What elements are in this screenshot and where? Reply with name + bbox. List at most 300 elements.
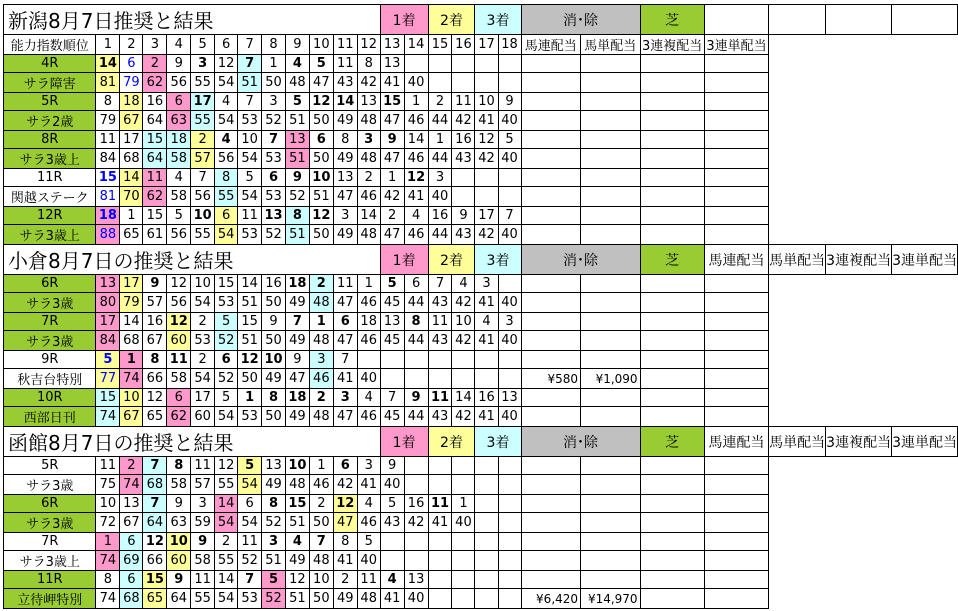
section-title: 小倉8月7日の推奨と結果: [4, 245, 381, 275]
horse-number-cell: 9: [143, 275, 167, 293]
race-number: 9R: [4, 351, 96, 369]
payout-value: ¥6,420: [521, 589, 581, 609]
payout-cell-blank: [521, 495, 581, 513]
legend-turf: 芝: [640, 5, 704, 35]
horse-number-cell: 16: [428, 207, 452, 225]
ability-index-cell: 40: [498, 293, 521, 313]
ability-index-cell: 40: [498, 407, 521, 427]
ability-index-cell: 50: [238, 369, 262, 389]
horse-number-cell: 3: [428, 169, 452, 187]
horse-number-cell: 10: [167, 533, 191, 551]
horse-number-cell: 17: [96, 313, 120, 331]
ability-index-cell: 59: [191, 513, 215, 533]
horse-number-cell: 1: [380, 169, 404, 187]
payout-cell-blank: [704, 207, 768, 225]
horse-number-cell: 9: [404, 389, 428, 407]
ability-index-cell: 44: [428, 149, 452, 169]
horse-number-cell: 5: [380, 495, 404, 513]
payout-cell-blank: [640, 495, 704, 513]
ability-index-cell: 50: [262, 331, 286, 351]
horse-number-cell: 12: [143, 389, 167, 407]
ability-index-cell: 64: [143, 149, 167, 169]
horse-number-cell: 16: [475, 389, 498, 407]
payout-value: [704, 331, 768, 351]
ability-index-cell: 53: [262, 149, 286, 169]
ability-index-cell: 51: [285, 111, 309, 131]
horse-number-cell: 10: [191, 207, 215, 225]
race-number: 8R: [4, 131, 96, 149]
horse-number-cell: 13: [262, 207, 286, 225]
horse-number-cell: 15: [285, 495, 309, 513]
ability-index-cell: 56: [215, 149, 238, 169]
horse-number-cell: 12: [167, 313, 191, 331]
race-row-upper: [4, 131, 958, 149]
horse-number-cell: 4: [167, 169, 191, 187]
race-row-lower: [4, 225, 958, 245]
ability-index-cell: 42: [452, 111, 475, 131]
ability-index-cell: 50: [309, 225, 333, 245]
horse-number-cell: 4: [404, 207, 428, 225]
horse-number-cell: 7: [262, 131, 286, 149]
horse-number-cell: [498, 571, 521, 589]
rank-column-label: 能力指数順位: [4, 35, 96, 55]
ability-index-cell: [452, 369, 475, 389]
horse-number-cell: 18: [96, 207, 120, 225]
horse-number-cell: [498, 457, 521, 475]
payout-cell-blank: [640, 55, 704, 73]
horse-number-cell: 15: [143, 131, 167, 149]
results-spreadsheet: [3, 4, 958, 609]
rank-number: 14: [404, 35, 428, 55]
ability-index-cell: 46: [309, 475, 333, 495]
horse-number-cell: 1: [120, 351, 143, 369]
ability-index-cell: 46: [404, 149, 428, 169]
payout-value: [521, 513, 581, 533]
ability-index-cell: 70: [120, 187, 143, 207]
horse-number-cell: 3: [357, 131, 380, 149]
race-row-upper: [4, 275, 958, 293]
ability-index-cell: 55: [215, 187, 238, 207]
payout-value: [704, 369, 768, 389]
ability-index-cell: 52: [262, 111, 286, 131]
payout-value: [640, 475, 704, 495]
ability-index-cell: 68: [143, 475, 167, 495]
payout-cell-blank: [704, 131, 768, 149]
race-number: 6R: [4, 495, 96, 513]
ability-index-cell: 65: [143, 407, 167, 427]
ability-index-cell: [475, 475, 498, 495]
ability-index-cell: 68: [120, 331, 143, 351]
ability-index-cell: 56: [167, 293, 191, 313]
rank-number: 15: [428, 35, 452, 55]
ability-index-cell: 54: [238, 513, 262, 533]
payout-cell-blank: [581, 533, 641, 551]
horse-number-cell: 4: [452, 275, 475, 293]
horse-number-cell: 3: [333, 389, 357, 407]
horse-number-cell: 17: [120, 275, 143, 293]
horse-number-cell: 6: [120, 55, 143, 73]
horse-number-cell: 16: [404, 495, 428, 513]
horse-number-cell: 2: [333, 571, 357, 589]
horse-number-cell: 14: [452, 389, 475, 407]
ability-index-cell: 48: [309, 551, 333, 571]
payout-header: 馬単配当: [581, 35, 641, 55]
legend-cancel: 消･除: [521, 5, 640, 35]
rank-number: 16: [452, 35, 475, 55]
horse-number-cell: 16: [143, 93, 167, 111]
payout-value: [640, 187, 704, 207]
ability-index-cell: 53: [238, 407, 262, 427]
horse-number-cell: [404, 55, 428, 73]
payout-header: 3連複配当: [826, 427, 892, 457]
horse-number-cell: 6: [215, 207, 238, 225]
horse-number-cell: [404, 351, 428, 369]
ability-index-cell: [498, 551, 521, 571]
payout-cell-blank: [640, 313, 704, 331]
ability-index-cell: 54: [215, 111, 238, 131]
race-number: 11R: [4, 169, 96, 187]
payout-value: ¥580: [521, 369, 581, 389]
legend-second: 2着: [428, 427, 475, 457]
payout-cell-blank: [581, 457, 641, 475]
horse-number-cell: 13: [333, 169, 357, 187]
ability-index-cell: 67: [120, 513, 143, 533]
payout-cell-blank: [581, 93, 641, 111]
horse-number-cell: 2: [143, 55, 167, 73]
horse-number-cell: 5: [285, 93, 309, 111]
horse-number-cell: 6: [333, 457, 357, 475]
payout-cell-blank: [640, 131, 704, 149]
horse-number-cell: 4: [285, 55, 309, 73]
ability-index-cell: 44: [428, 111, 452, 131]
ability-index-cell: 74: [96, 551, 120, 571]
ability-index-cell: 43: [380, 513, 404, 533]
payout-header: 3連単配当: [704, 35, 768, 55]
ability-index-cell: 42: [404, 513, 428, 533]
ability-index-cell: 40: [357, 369, 380, 389]
payout-header: 馬連配当: [704, 245, 768, 275]
payout-header: 3連複配当: [826, 245, 892, 275]
legend-cancel: 消･除: [521, 245, 640, 275]
payout-cell-blank: [581, 131, 641, 149]
horse-number-cell: [380, 351, 404, 369]
horse-number-cell: 7: [238, 55, 262, 73]
horse-number-cell: 3: [191, 55, 215, 73]
horse-number-cell: 6: [167, 389, 191, 407]
ability-index-cell: 53: [215, 293, 238, 313]
payout-cell-blank: [704, 55, 768, 73]
horse-number-cell: 14: [357, 207, 380, 225]
payout-cell-blank: [521, 313, 581, 331]
ability-index-cell: 40: [498, 331, 521, 351]
ability-index-cell: 77: [96, 369, 120, 389]
ability-index-cell: 84: [96, 149, 120, 169]
ability-index-cell: 40: [498, 111, 521, 131]
horse-number-cell: [428, 533, 452, 551]
ability-index-cell: 74: [96, 407, 120, 427]
payout-cell-blank: [581, 571, 641, 589]
ability-index-cell: 81: [96, 73, 120, 93]
section-header: [4, 427, 958, 457]
race-name: サラ3歳上: [4, 225, 96, 245]
payout-value: [521, 407, 581, 427]
horse-number-cell: 2: [357, 169, 380, 187]
payout-value: [581, 149, 641, 169]
horse-number-cell: 14: [96, 55, 120, 73]
payout-cell-blank: [640, 389, 704, 407]
ability-index-cell: 46: [404, 225, 428, 245]
horse-number-cell: [498, 495, 521, 513]
horse-number-cell: 9: [498, 93, 521, 111]
payout-cell-blank: [640, 169, 704, 187]
horse-number-cell: 4: [475, 313, 498, 331]
horse-number-cell: 8: [357, 55, 380, 73]
horse-number-cell: 11: [333, 55, 357, 73]
payout-value: ¥1,090: [581, 369, 641, 389]
payout-value: [704, 111, 768, 131]
race-row-lower: [4, 407, 958, 427]
race-number: 6R: [4, 275, 96, 293]
legend-first: 1着: [380, 427, 428, 457]
race-number: 5R: [4, 457, 96, 475]
ability-index-cell: [428, 551, 452, 571]
horse-number-cell: 1: [309, 313, 333, 331]
legend-turf: 芝: [640, 427, 704, 457]
ability-index-cell: 56: [167, 225, 191, 245]
payout-cell-blank: [521, 571, 581, 589]
ability-index-cell: 47: [333, 187, 357, 207]
ability-index-cell: [452, 73, 475, 93]
horse-number-cell: [357, 351, 380, 369]
horse-number-cell: [475, 457, 498, 475]
ability-index-cell: 43: [333, 73, 357, 93]
ability-index-cell: 47: [333, 293, 357, 313]
payout-value: [640, 111, 704, 131]
ability-index-cell: 55: [215, 475, 238, 495]
ability-index-cell: 46: [357, 407, 380, 427]
horse-number-cell: 13: [380, 313, 404, 331]
horse-number-cell: 17: [191, 389, 215, 407]
horse-number-cell: 7: [191, 169, 215, 187]
legend-first: 1着: [380, 245, 428, 275]
race-row-lower: [4, 187, 958, 207]
race-name: サラ3歳上: [4, 551, 96, 571]
race-row-lower: [4, 73, 958, 93]
legend-turf: 芝: [640, 245, 704, 275]
horse-number-cell: 16: [262, 275, 286, 293]
ability-index-cell: [475, 589, 498, 609]
horse-number-cell: 18: [357, 313, 380, 331]
ability-index-cell: 51: [309, 187, 333, 207]
rank-number: 13: [380, 35, 404, 55]
payout-value: [704, 293, 768, 313]
ability-index-cell: 44: [404, 293, 428, 313]
ability-index-cell: [475, 513, 498, 533]
horse-number-cell: [428, 351, 452, 369]
horse-number-cell: 2: [309, 389, 333, 407]
horse-number-cell: 5: [215, 313, 238, 331]
ability-index-cell: 60: [191, 407, 215, 427]
horse-number-cell: 14: [404, 131, 428, 149]
horse-number-cell: 6: [238, 495, 262, 513]
ability-index-cell: 48: [309, 293, 333, 313]
ability-index-cell: 53: [238, 589, 262, 609]
ability-index-cell: 41: [333, 551, 357, 571]
horse-number-cell: 13: [96, 275, 120, 293]
horse-number-cell: 13: [262, 457, 286, 475]
ability-index-cell: 47: [285, 369, 309, 389]
ability-index-cell: 54: [191, 293, 215, 313]
payout-value: [640, 369, 704, 389]
rank-number: 4: [167, 35, 191, 55]
ability-index-cell: 55: [191, 589, 215, 609]
ability-index-cell: 40: [357, 551, 380, 571]
horse-number-cell: 12: [215, 457, 238, 475]
horse-number-cell: 15: [96, 169, 120, 187]
rank-number: 3: [143, 35, 167, 55]
payout-cell-blank: [521, 457, 581, 475]
rank-number: 1: [96, 35, 120, 55]
payout-header: 馬連配当: [704, 427, 768, 457]
race-name: サラ3歳: [4, 331, 96, 351]
horse-number-cell: 14: [120, 313, 143, 331]
race-name: 立待岬特別: [4, 589, 96, 609]
ability-index-cell: 41: [404, 187, 428, 207]
horse-number-cell: 15: [96, 389, 120, 407]
payout-header: 3連単配当: [892, 427, 958, 457]
payout-cell-blank: [521, 93, 581, 111]
horse-number-cell: 9: [380, 131, 404, 149]
race-row-upper: [4, 457, 958, 475]
legend-cancel: 消･除: [521, 427, 640, 457]
horse-number-cell: 8: [96, 93, 120, 111]
payout-value: [704, 225, 768, 245]
payout-value: [640, 225, 704, 245]
ability-index-cell: [475, 73, 498, 93]
horse-number-cell: 1: [452, 495, 475, 513]
payout-value: [521, 73, 581, 93]
ability-index-cell: 53: [262, 187, 286, 207]
ability-index-cell: 48: [285, 73, 309, 93]
ability-index-cell: 57: [143, 293, 167, 313]
ability-index-cell: 66: [143, 369, 167, 389]
ability-index-cell: 65: [120, 225, 143, 245]
race-number: 11R: [4, 571, 96, 589]
payout-value: [581, 225, 641, 245]
payout-value: [521, 225, 581, 245]
horse-number-cell: 1: [309, 457, 333, 475]
horse-number-cell: 11: [191, 571, 215, 589]
horse-number-cell: 4: [357, 495, 380, 513]
race-row-upper: [4, 351, 958, 369]
horse-number-cell: 13: [404, 571, 428, 589]
ability-index-cell: 51: [238, 293, 262, 313]
ability-index-cell: 47: [309, 73, 333, 93]
ability-index-cell: 58: [167, 187, 191, 207]
ability-index-cell: 62: [167, 407, 191, 427]
ability-index-cell: 47: [333, 513, 357, 533]
ability-index-cell: 42: [333, 475, 357, 495]
ability-index-cell: 60: [167, 331, 191, 351]
horse-number-cell: 2: [380, 207, 404, 225]
horse-number-cell: 1: [404, 93, 428, 111]
ability-index-cell: 48: [357, 111, 380, 131]
ability-index-cell: 50: [262, 73, 286, 93]
horse-number-cell: [475, 351, 498, 369]
ability-index-cell: 48: [357, 149, 380, 169]
ability-index-cell: [404, 551, 428, 571]
horse-number-cell: 4: [285, 533, 309, 551]
horse-number-cell: [380, 533, 404, 551]
horse-number-cell: 11: [191, 457, 215, 475]
payout-value: [640, 407, 704, 427]
payout-cell-blank: [521, 533, 581, 551]
horse-number-cell: [498, 55, 521, 73]
ability-index-cell: 75: [96, 475, 120, 495]
payout-value: [640, 149, 704, 169]
horse-number-cell: 1: [120, 207, 143, 225]
race-number: 7R: [4, 313, 96, 331]
ability-index-cell: 46: [357, 513, 380, 533]
ability-index-cell: 41: [475, 331, 498, 351]
horse-number-cell: 3: [262, 93, 286, 111]
horse-number-cell: 10: [191, 275, 215, 293]
ability-index-cell: 53: [191, 331, 215, 351]
horse-number-cell: 12: [285, 571, 309, 589]
payout-cell-blank: [581, 313, 641, 331]
section-title: 新潟8月7日推奨と結果: [4, 5, 381, 35]
ability-index-cell: [475, 369, 498, 389]
race-row-lower: [4, 331, 958, 351]
horse-number-cell: 10: [309, 571, 333, 589]
horse-number-cell: 5: [96, 351, 120, 369]
rank-number: 18: [498, 35, 521, 55]
payout-header-blank: [826, 5, 892, 35]
ability-index-cell: 48: [309, 407, 333, 427]
horse-number-cell: 11: [167, 351, 191, 369]
horse-number-cell: [475, 533, 498, 551]
horse-number-cell: [428, 457, 452, 475]
payout-value: [640, 331, 704, 351]
ability-index-cell: 45: [380, 331, 404, 351]
rank-number: 6: [215, 35, 238, 55]
payout-value: [581, 551, 641, 571]
ability-index-cell: 63: [167, 513, 191, 533]
horse-number-cell: 2: [309, 275, 333, 293]
ability-index-cell: 45: [380, 407, 404, 427]
horse-number-cell: 11: [143, 169, 167, 187]
horse-number-cell: 9: [191, 533, 215, 551]
race-number: 4R: [4, 55, 96, 73]
horse-number-cell: 18: [285, 275, 309, 293]
payout-value: [581, 407, 641, 427]
horse-number-cell: 10: [309, 169, 333, 187]
ability-index-cell: 68: [120, 589, 143, 609]
ability-index-cell: 81: [96, 187, 120, 207]
ability-index-cell: 42: [475, 225, 498, 245]
ability-index-cell: 50: [309, 513, 333, 533]
payout-value: [521, 149, 581, 169]
ability-index-cell: 42: [475, 149, 498, 169]
horse-number-cell: 8: [167, 457, 191, 475]
payout-cell-blank: [704, 169, 768, 187]
horse-number-cell: 8: [333, 131, 357, 149]
ability-index-cell: 80: [96, 293, 120, 313]
payout-cell-blank: [581, 275, 641, 293]
ability-index-cell: 62: [143, 73, 167, 93]
ability-index-cell: 43: [428, 331, 452, 351]
ability-index-cell: 79: [120, 73, 143, 93]
